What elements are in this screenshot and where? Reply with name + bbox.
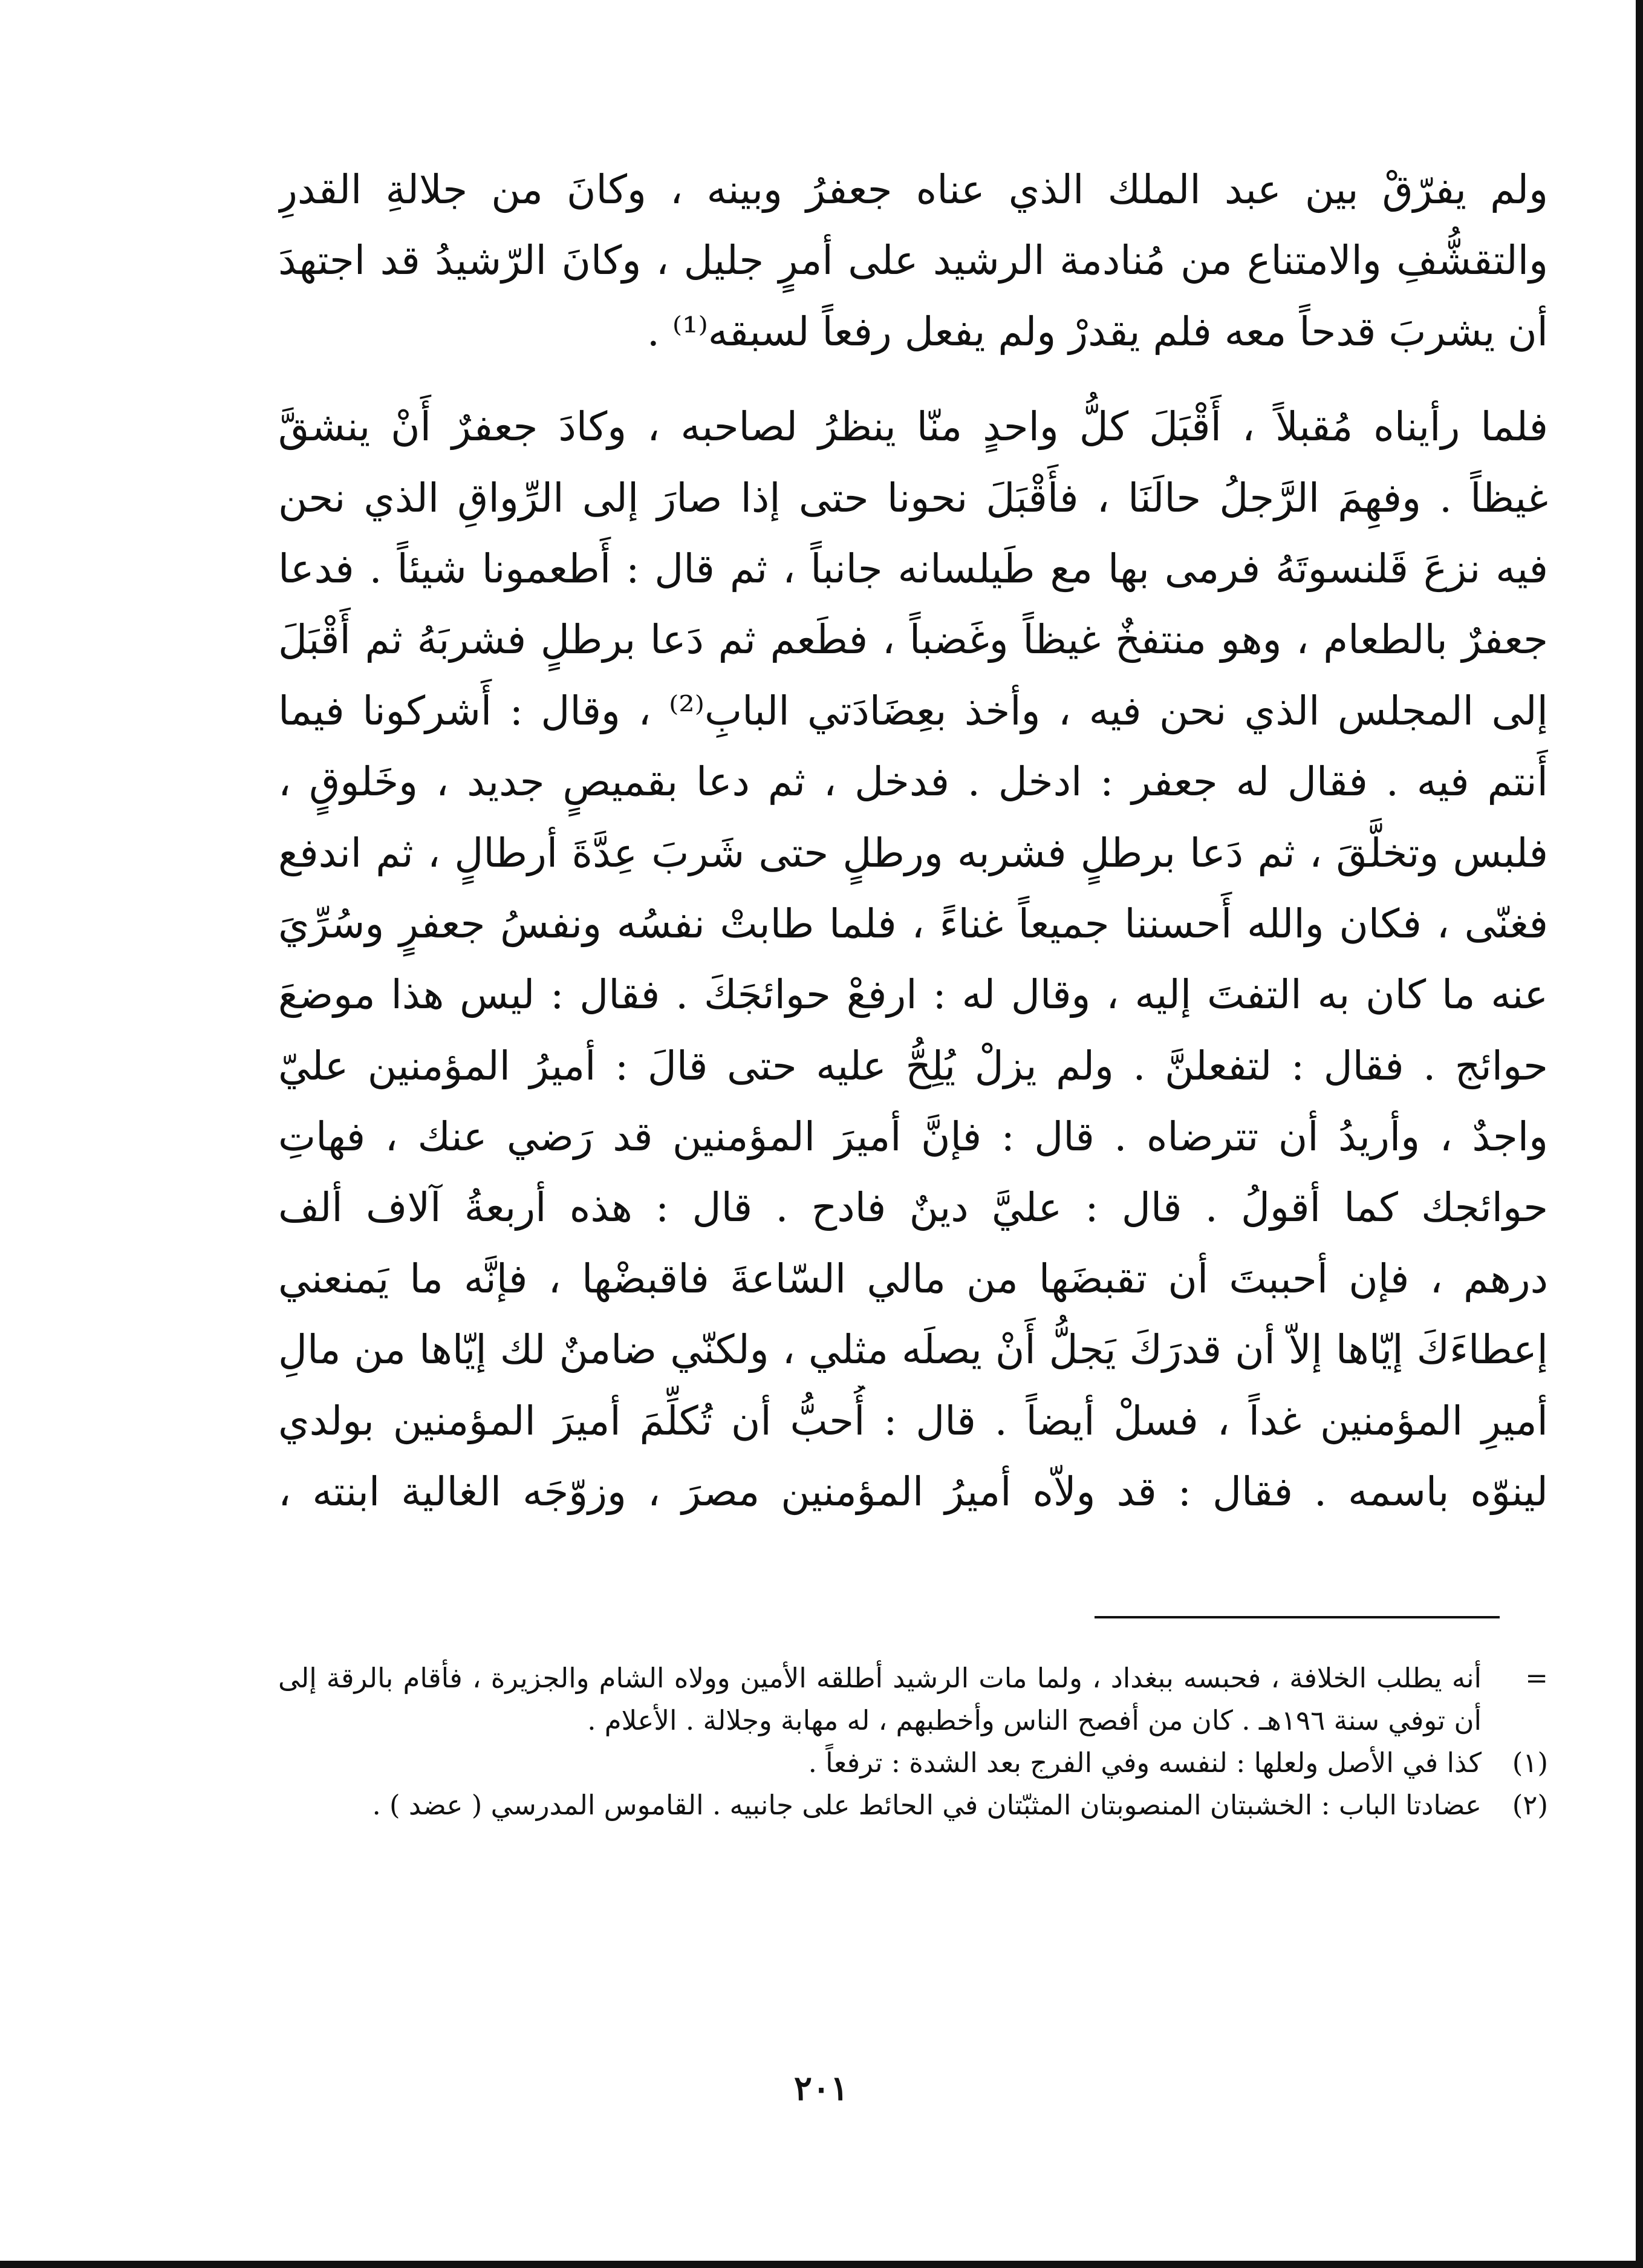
paragraph-gap <box>278 367 1548 391</box>
text-line: فيه نزعَ قَلنسوتَهُ فرمى بها مع طَيلسانه جانباً ، ثم قال : أَطعمونا شيئاً . فدعا <box>278 545 1548 592</box>
text-line: جعفرٌ بالطعام ، وهو منتفخٌ غيظاً وغَضباً ، فطَعم ثم دَعا برطلٍ فشربَهُ ثم أَقْبَلَ <box>278 616 1548 663</box>
text-line: أن يشربَ قدحاً معه فلم يقدرْ ولم يفعل رفعاً لسبقه⁽¹⁾ . <box>646 308 1548 355</box>
text-line: فلبس وتخلَّقَ ، ثم دَعا برطلٍ فشربه ورطلٍ حتى شَربَ عِدَّةَ أرطالٍ ، ثم اندفع <box>278 829 1548 876</box>
text-line: إعطاءَكَ إيّاها إلاّ أن قدرَكَ يَجلُّ أَنْ يصلَه مثلي ، ولكنّي ضامنٌ لك إيّاها من مالِ <box>278 1326 1548 1374</box>
footnote-text: كذا في الأصل ولعلها : لنفسه وفي الفرج بعد الشدة : ترفعاً . <box>808 1747 1482 1779</box>
text-line: عنه ما كان به التفتَ إليه ، وقال له : ارفعْ حوائجَكَ . فقال : ليس هذا موضعَ <box>278 971 1548 1018</box>
footnote-1 <box>278 1742 1548 1784</box>
text-line: حوائج . فقال : لتفعلنَّ . ولم يزلْ يُلِحُّ عليه حتى قالَ : أميرُ المؤمنين عليّ <box>278 1042 1548 1089</box>
text-line: حوائجك كما أقولُ . قال : عليَّ دينٌ فادح . قال : هذه أربعةُ آلاف ألف <box>278 1184 1548 1231</box>
text-line: أميرِ المؤمنين غداً ، فسلْ أيضاً . قال : أُحبُّ أن تُكلِّمَ أميرَ المؤمنين بولدي <box>278 1397 1548 1444</box>
footnote-mark: = <box>1525 1662 1548 1694</box>
footnote-2 <box>278 1784 1548 1826</box>
footnote-mark: (١) <box>1512 1747 1548 1779</box>
page-number: ٢٠١ <box>793 2068 849 2108</box>
footnote-continued <box>278 1657 1548 1742</box>
text-line: غيظاً . وفهِمَ الرَّجلُ حالَنَا ، فأَقْبَلَ نحونا حتى إذا صارَ إلى الرِّواقِ الذي نحن <box>278 474 1548 521</box>
text-line: إلى المجلس الذي نحن فيه ، وأخذ بعِضَادَتي البابِ⁽²⁾ ، وقال : أَشركونا فيما <box>278 687 1548 734</box>
text-line: واجدٌ ، وأريدُ أن تترضاه . قال : فإنَّ أميرَ المؤمنين قد رَضي عنك ، فهاتِ <box>278 1113 1548 1161</box>
footnote-text: عضادتا الباب : الخشبتان المنصوبتان المثبّتان في الحائط على جانبيه . القاموس المدرسي ( عضد ) . <box>372 1789 1482 1821</box>
text-line: فغنّى ، فكان والله أَحسننا جميعاً غناءً ، فلما طابتْ نفسُه ونفسُ جعفرٍ وسُرِّيَ <box>278 900 1548 947</box>
scan-border-right <box>1636 0 1643 2268</box>
footnote-text: أنه يطلب الخلافة ، فحبسه ببغداد ، ولما مات الرشيد أطلقه الأمين وولاه الشام والجزيرة ، فأقام بالرقة إلى أن توفي سنة ١٩٦هـ . كان من أفصح الناس وأخطبهم ، له مهابة وجلالة . الأعلام . <box>278 1662 1482 1736</box>
footnotes <box>278 1657 1548 1826</box>
text-line: ولم يفرّقْ بين عبد الملك الذي عناه جعفرُ وبينه ، وكانَ من جلالةِ القدرِ <box>278 166 1548 213</box>
scan-border-bottom <box>0 2261 1643 2268</box>
footnote-separator <box>1095 1616 1500 1618</box>
text-line: درهم ، فإن أحببتَ أن تقبضَها من مالي السّاعةَ فاقبضْها ، فإنَّه ما يَمنعني <box>278 1255 1548 1302</box>
text-line: فلما رأيناه مُقبلاً ، أَقْبَلَ كلُّ واحدٍ منّا ينظرُ لصاحبه ، وكادَ جعفرٌ أَنْ ينشقَّ <box>278 403 1548 451</box>
main-text <box>278 154 1548 1527</box>
text-line: والتقشُّفِ والامتناع من مُنادمة الرشيد على أمرٍ جليل ، وكانَ الرّشيدُ قد اجتهدَ <box>278 237 1548 284</box>
text-line: أَنتم فيه . فقال له جعفر : ادخل . فدخل ، ثم دعا بقميصٍ جديد ، وخَلوقٍ ، <box>278 758 1548 806</box>
text-line: لينوّه باسمه . فقال : قد ولاّه أميرُ المؤمنين مصرَ ، وزوّجَه الغالية ابنته ، <box>278 1468 1548 1516</box>
footnote-mark: (٢) <box>1512 1789 1548 1821</box>
